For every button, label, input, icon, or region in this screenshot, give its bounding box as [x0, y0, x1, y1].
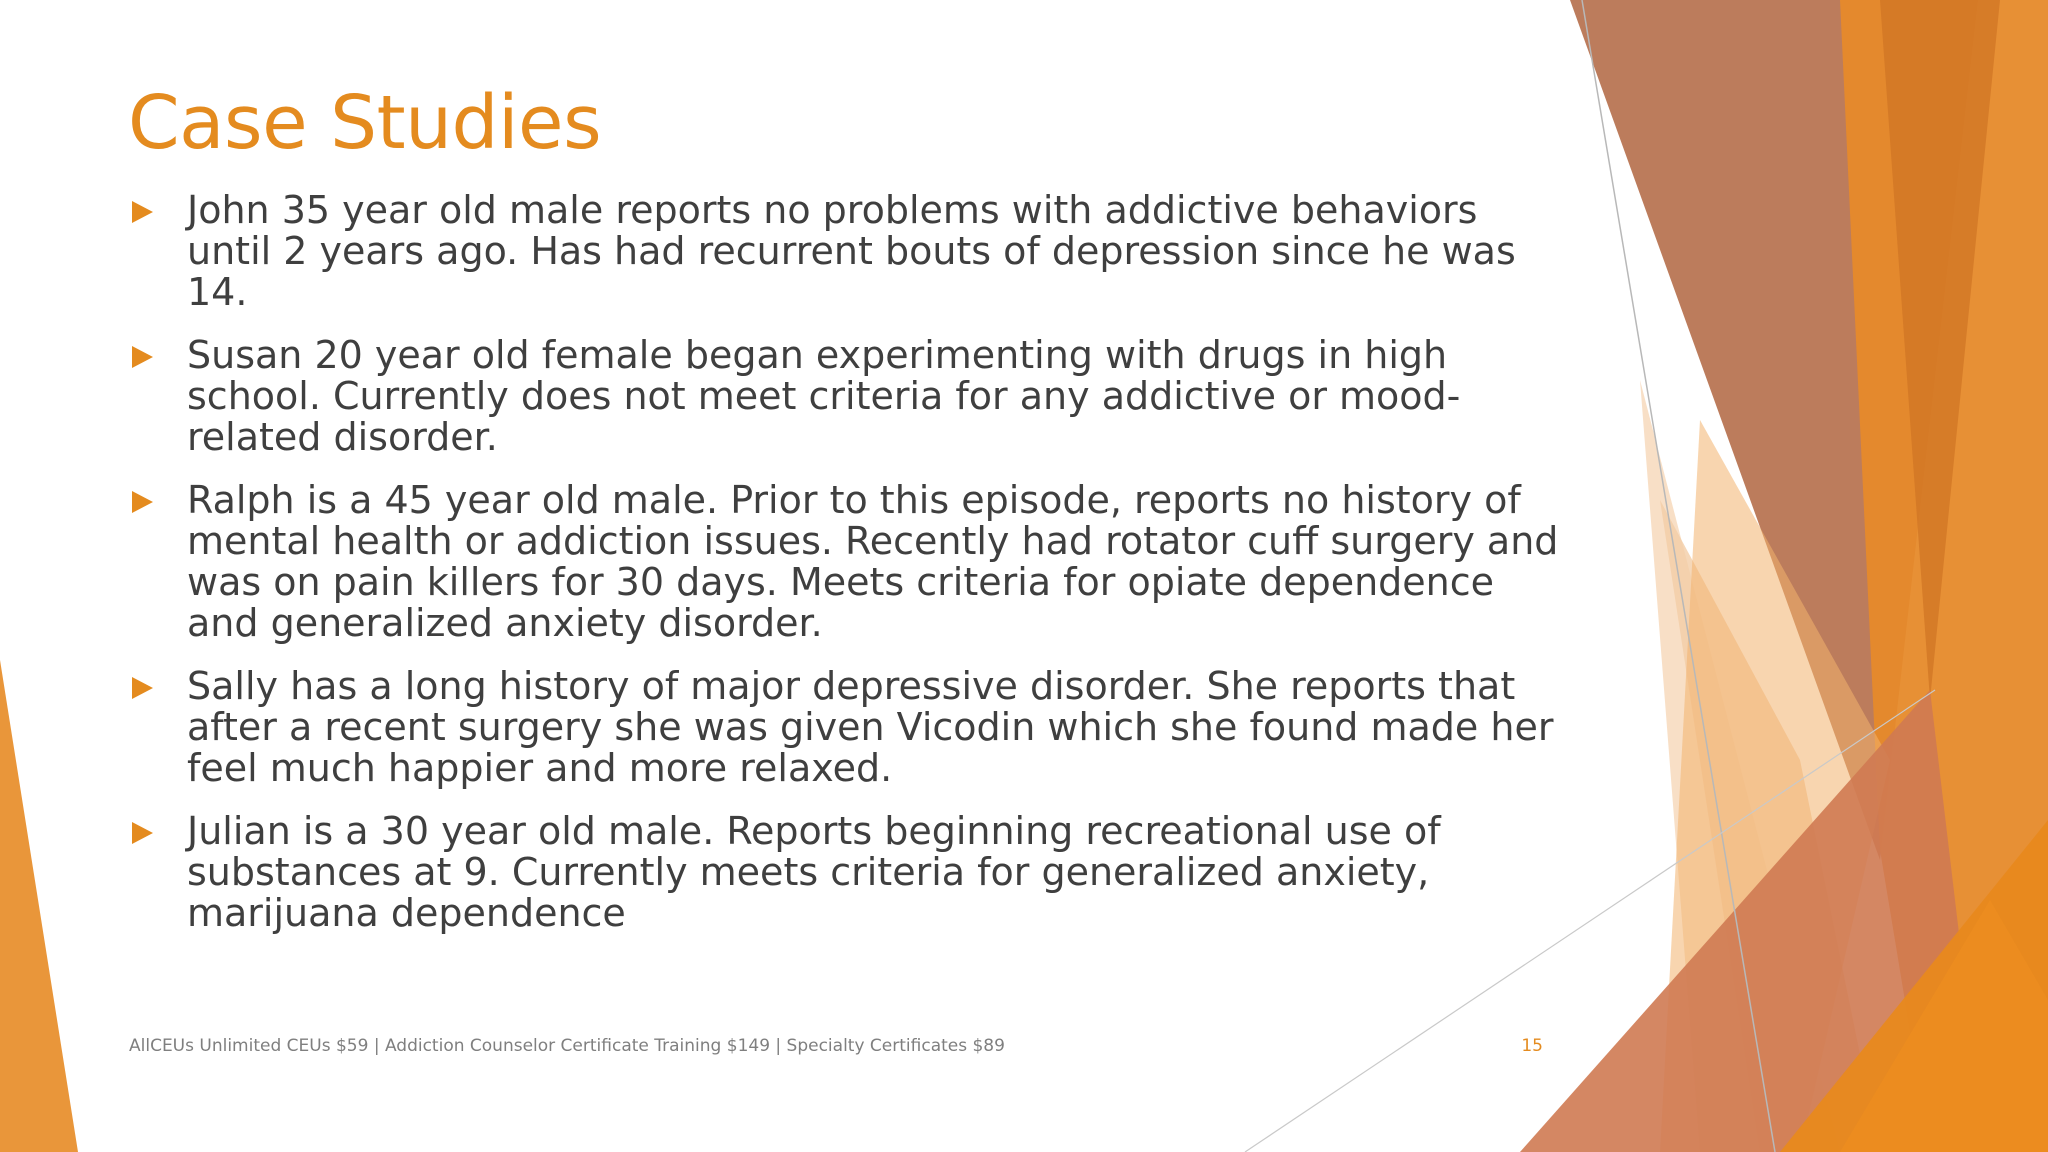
- bullet-item-sally: [132, 666, 1562, 789]
- slide-title: Case Studies: [128, 80, 602, 166]
- bullet-list: [132, 190, 1562, 956]
- triangle-right-icon: [132, 822, 153, 844]
- bullet-item-julian: [132, 811, 1562, 934]
- triangle-right-icon: [132, 201, 153, 223]
- bullet-text: John 35 year old male reports no problems with addictive behaviors until 2 years ago. Has had recurrent bouts of depression since he was 14.: [187, 188, 1516, 314]
- triangle-right-icon: [132, 677, 153, 699]
- bullet-item-ralph: [132, 480, 1562, 644]
- bullet-item-susan: [132, 335, 1562, 458]
- bullet-text: Ralph is a 45 year old male. Prior to this episode, reports no history of mental health or addiction issues. Recently had rotator cuff surgery and was on pain killers for 30 days. Meets criteria for opiate dependence and generalized anxiety disorder.: [187, 478, 1559, 645]
- bullet-text: Susan 20 year old female began experimenting with drugs in high school. Currently does not meet criteria for any addictive or mood-related disorder.: [187, 333, 1461, 459]
- page-number: 15: [1521, 1036, 1543, 1056]
- bullet-text: Sally has a long history of major depressive disorder. She reports that after a recent surgery she was given Vicodin which she found made her feel much happier and more relaxed.: [187, 664, 1554, 790]
- bullet-item-john: [132, 190, 1562, 313]
- slide-footer: AllCEUs Unlimited CEUs $59 | Addiction Counselor Certificate Training $149 | Specialty Certificates $89: [129, 1036, 1005, 1056]
- triangle-right-icon: [132, 346, 153, 368]
- bullet-text: Julian is a 30 year old male. Reports beginning recreational use of substances at 9. Currently meets criteria for generalized anxiety, marijuana dependence: [187, 809, 1441, 935]
- triangle-right-icon: [132, 491, 153, 513]
